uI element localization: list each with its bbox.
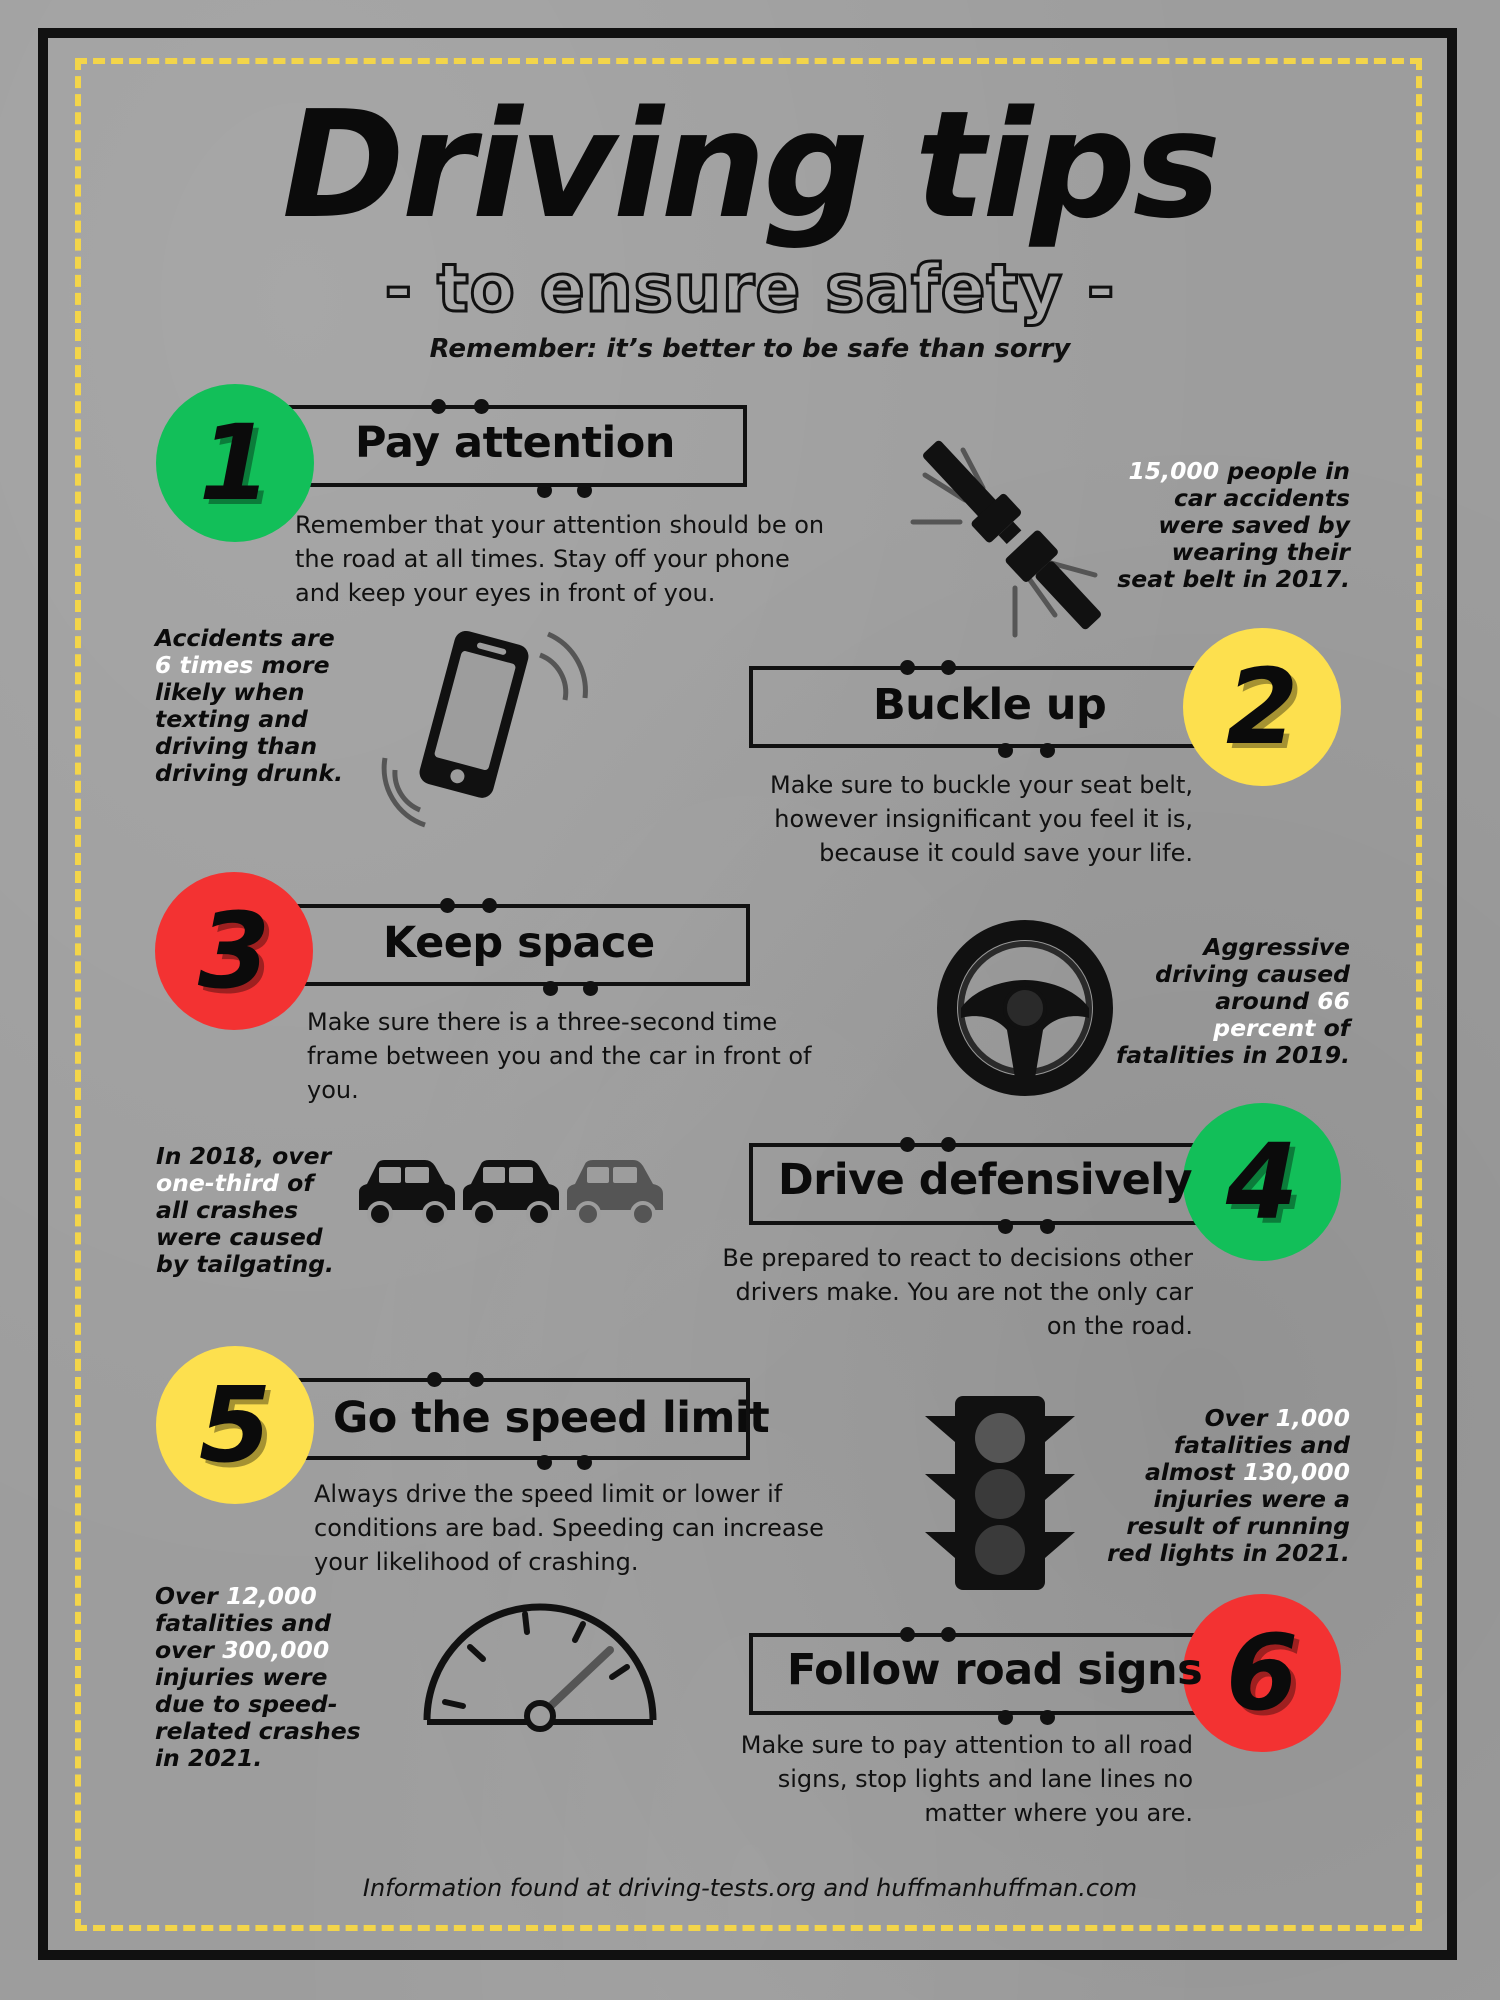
sources-footer: Information found at driving-tests.org and huffmanhuffman.com (362, 1874, 1138, 1902)
tip-number-badge: 4 (1183, 1103, 1341, 1261)
tip-number-badge: 2 (1183, 628, 1341, 786)
fact-speeding: Over 12,000 fatalities and over 300,000 injuries were due to speed- related crashes in 2021. (155, 1582, 361, 1772)
tip-number-badge: 6 (1183, 1594, 1341, 1752)
page-subtitle: - to ensure safety - (384, 250, 1116, 327)
connector-dot (537, 1455, 552, 1470)
connector-dot (1040, 1219, 1055, 1234)
tip-description: Remember that your attention should be on the road at all times. Stay off your phone and keep your eyes in front of you. (295, 511, 825, 607)
smartphone-icon (380, 620, 600, 830)
tip-number-badge: 1 (156, 384, 314, 542)
fact-red-lights: Over 1,000 fatalities and almost 130,000 injuries were a result of running red lights in 2021. (1107, 1404, 1350, 1567)
fact-aggressive-driving: Aggressive driving caused around 66 percent of fatalities in 2019. (1116, 933, 1350, 1069)
connector-dot (900, 1137, 915, 1152)
tip-description: Be prepared to react to decisions other drivers make. You are not the only car on the road. (722, 1244, 1193, 1340)
tip-heading: Keep space (383, 918, 655, 968)
connector-dot (469, 1372, 484, 1387)
tip-description: Make sure there is a three-second time frame between you and the car in front of you. (307, 1008, 812, 1104)
tip-heading: Go the speed limit (333, 1393, 770, 1443)
connector-dot (543, 981, 558, 996)
connector-dot (474, 399, 489, 414)
connector-dot (537, 483, 552, 498)
connector-dot (583, 981, 598, 996)
tip-description: Make sure to pay attention to all road signs, stop lights and lane lines no matter where you are. (740, 1731, 1193, 1827)
connector-dot (998, 1710, 1013, 1725)
connector-dot (577, 483, 592, 498)
tip-heading: Pay attention (355, 418, 675, 468)
tip-heading: Buckle up (873, 680, 1107, 730)
tip-number-badge: 5 (156, 1346, 314, 1504)
connector-dot (998, 1219, 1013, 1234)
tip-heading: Drive defensively (778, 1155, 1193, 1205)
page-title: Driving tips (281, 79, 1219, 251)
tip-description: Always drive the speed limit or lower if conditions are bad. Speeding can increase your likelihood of crashing. (314, 1480, 824, 1576)
connector-dot (431, 399, 446, 414)
connector-dot (998, 743, 1013, 758)
fact-texting: Accidents are 6 times more likely when texting and driving than driving drunk. (155, 624, 343, 787)
tip-heading: Follow road signs (787, 1645, 1203, 1695)
connector-dot (941, 1137, 956, 1152)
speedometer-icon (415, 1592, 665, 1732)
cars-icon (355, 1158, 665, 1230)
tip-number-badge: 3 (155, 872, 313, 1030)
connector-dot (900, 660, 915, 675)
traffic-light-icon (925, 1394, 1075, 1592)
connector-dot (577, 1455, 592, 1470)
connector-dot (900, 1627, 915, 1642)
fact-tailgating: In 2018, over one-third of all crashes were caused by tailgating. (156, 1142, 334, 1278)
connector-dot (1040, 1710, 1055, 1725)
tip-description: Make sure to buckle your seat belt, however insignificant you feel it is, because it could save your life. (770, 771, 1193, 867)
connector-dot (941, 660, 956, 675)
connector-dot (482, 898, 497, 913)
tagline: Remember: it’s better to be safe than sorry (429, 334, 1071, 364)
connector-dot (1040, 743, 1055, 758)
fact-seat-belt: 15,000 people in car accidents were saved by wearing their seat belt in 2017. (1117, 457, 1350, 593)
connector-dot (427, 1372, 442, 1387)
connector-dot (941, 1627, 956, 1642)
connector-dot (440, 898, 455, 913)
